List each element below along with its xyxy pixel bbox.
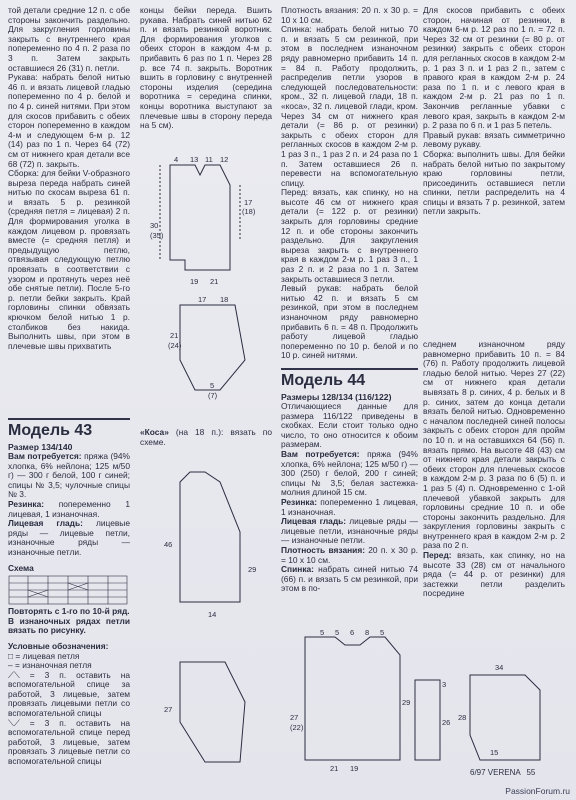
purl-note: В изнаночных рядах петли вязать по рисунку. [8,615,130,636]
front-label: Перед: [423,550,452,561]
legend-text: = 3 п. оставить на вспомогательной спице за работой, 3 лицевые, затем провязать лицевыми петли со вспомогательной спицы [8,669,130,719]
paragraph-back: Спинка: набрать белой нитью 70 п. и вязать 5 см резинкой, при этом в последнем изнаночном ряду равномерно прибавить 14 п. = 84 п. Работу продолжить, распределив петли узоров в следующей последовательности: кром., 32 п. лицевой глади, 18 п. «коса», 32 п. лицевой глади, кром. Через 34 см от нижнего края детали (= 86 р. от резинки) закрыть с обеих сторон для регланных скосов в каждом 2-м р. 1 раз 3 п., 1 раз 2 п. и 24 раза по 1 п. Затем оставшиеся 26 п. перевести на вспомогательную спицу. [281,24,418,188]
dim-label: 8 [365,628,370,637]
stockinette-text: лицевые ряды — лицевые петли, изнаночные ряды — изнаночные петли. [8,518,130,557]
dim-label: 15 [490,748,499,757]
model-43-size: Размер 134/140 [8,442,73,452]
dim-label: 26 [442,718,451,727]
dim-label: 19 [190,277,199,286]
column-2-text [140,6,272,131]
dim-label: 6 [350,628,355,637]
need-text: пряжа (94% хлопка, 6% нейлона; 125 м/50 г) — 300 (250) г белой, 200 г синей; спицы № 3,5; белая застежка-молния длиной 15 см. [281,448,418,498]
dim-label: 13 [190,155,199,164]
paragraph-left-sleeve: Левый рукав: набрать белой нитью 42 п. и вязать 5 см резинкой, при этом в последнем изнаночном ряду равномерно прибавить 6 п. = 48 п. Продолжить работу лицевой гладью попеременно по 10 р. белой и по 10 р. синей нитями. [281,283,418,361]
need-text: пряжа (94% хлопка, 6% нейлона; 125 м/50 г) — 300 г белой, 100 г синей; спицы № 3,5; чулочные спицы № 3. [8,451,130,500]
back-label: Спинка: [281,564,314,575]
dim-label: 27 [164,705,173,714]
dim-label: 11 [205,155,213,164]
model-44-size: Размеры 128/134 (116/122) [281,392,392,402]
dim-label: 17 [244,198,253,207]
legend-item [8,671,130,719]
model-43-cont [140,428,272,447]
page-number: 55 [526,768,536,777]
dim-label: 29 [248,565,257,574]
paragraph-collar: концы бейки переда. Вшить рукава. Набрать синей нитью 62 п. и вязать резинкой воротник. Для формирования уголков с обеих сторон в каждом 4-м р. прибавить 6 раз по 1 п. Через 28 р. все 74 п. закрыть. Воротник вшить в горловину с внутренней стороны изделия (середина воротника = середина спинки, концы воротника выступают за плечевые швы в сторону переда на 5 см). [140,5,272,131]
paragraph-right-sleeve: Правый рукав: вязать симметрично левому рукаву. [423,129,565,150]
dim-label: 14 [208,610,217,619]
dim-label: (18) [242,207,256,216]
cable-front-icon: ⟍⟋ [8,717,30,728]
intro-text: Отличающиеся данные для размера 116/122 приведены в скобках. Если стоит только одно число, то оно относится к обоим размерам. [281,401,418,450]
knit-symbol-icon: □ [8,650,16,661]
paragraph-front: Перед: вязать, как спинку, но на высоте 46 см от нижнего края детали (= 122 р. от резинки) закрыть для горловины средние 12 п. и обе стороны закончить раздельно. Для закругления выреза закрыть с внутреннего края в каждом 2-м р. 1 раз 3 п., 1 раз 2 п. и 2 раза по 1 п. Затем закрыть оставшиеся 3 петли. [281,187,418,284]
divider-line [8,418,130,420]
model-44-section [281,372,418,594]
model-44-cont [423,340,565,599]
density-label: Плотность вязания: [281,544,365,555]
cable-text: (на 18 п.): вязать по схеме. [140,427,272,447]
column-3-text [281,6,418,361]
dim-label: 30 [150,221,159,230]
dim-label: 21 [210,277,219,286]
dim-label: 28 [458,713,467,722]
rib-label: Резинка: [281,496,318,507]
stockinette-text: лицевые ряды — лицевые петли, изнаночные ряды — изнаночные петли. [281,516,418,546]
dim-label: (35) [150,231,164,240]
paragraph-assembly: Сборка: для бейки V-образного выреза переда набрать синей нитью по скосам выреза 61 п. и вязать 5 р. резинкой (средняя петля = лицевая) 2 п. Для формирования уголка в каждом лицевом р. провязать вместе (= средняя петля) и предыдущую петлю, отвязывая следующую петлю провязать в соответствии с узором и протянуть через неё обе снятые петли). После 5-го р. петли бейки закрыть. Край горловины спинки обвязать крючком белой нитью 1 р. столбиков без накида. Выполнить швы, при этом в плечевые швы прихватить [8,168,130,351]
legend-text: = лицевая петля [15,650,80,661]
back-text: набрать синей нитью 74 (66) п. и вязать 5 см резинкой, при этом в по- [281,564,419,594]
cable-back-icon: ⟋⟍ [8,669,30,680]
density-text: 20 п. x 30 р. = 10 x 10 см. [281,544,418,565]
dim-label: 21 [330,764,339,773]
dim-label: (22) [290,723,304,732]
issue-label: 6/97 VERENA [470,768,521,777]
legend-title: Условные обозначения: [8,640,109,651]
paragraph-assembly-2: Сборка: выполнить швы. Для бейки набрать белой нитью по закрытому краю горловины петли, присоединить оставшиеся петли спинки, петли распределить на 4 спицы и вязать 7 р. резинкой, затем петли закрыть. [423,148,565,217]
need-label: Вам потребуется: [8,451,82,461]
divider-line [281,368,418,370]
paragraph-sleeve-shaping: Для скосов прибавить с обеих сторон, начиная от резинки, в каждом 6-м р. 12 раз по 1 п. = 72 п. Через 32 см от резинки (= 80 р. от резинки) закрыть с обеих сторон для регланных скосов в каждом 2-м р. 1 раз 3 п. и 1 раз 2 п., затем с правого края в каждом 2-м р. 24 раза по 1 п. и с левого края в каждом 2-м р. 21 раз по 1 п. Закончив регланные убавки с левого края, закрыть в каждом 2-м р. 2 раза по 6 п. и 1 раз 5 петель. [423,5,565,131]
paragraph-sleeves: Рукава: набрать белой нитью 46 п. и вязать лицевой гладью попеременно по 4 р. белой и по 4 р. синей нитями. При этом для скосов прибавить с обеих сторон попеременно в каждом 4-м и следующем 6-м р. 12 (14) раз по 1 п. Через 64 (72) см от нижнего края детали все 68 (72) п. закрыть. [8,72,130,169]
legend-text: = 3 п. оставить на вспомогательной спице перед работой, 3 лицевые, затем провязать 3 лицевые петли со вспомогательной спицы [8,717,130,767]
dim-label: 21 [170,331,179,340]
dim-label: 29 [402,698,411,707]
cable-chart [8,575,128,605]
dim-label: 46 [164,540,173,549]
dim-label: 4 [174,155,179,164]
front-text: вязать, как спинку, но на высоте 33 (28) см от начального ряда (= 44 р. от резинки) для застежки петли разделить посредине [423,550,566,599]
dim-label: 27 [290,713,299,722]
dim-label: 5 [380,628,385,637]
dim-label: 12 [220,155,229,164]
need-label: Вам потребуется: [281,448,360,459]
dim-label: 3 [442,680,447,689]
scheme-label: Схема [8,562,34,573]
paragraph-density: Плотность вязания: 20 п. x 30 р. = 10 x 10 см. [281,5,418,25]
model-43-section [8,422,130,767]
dim-label: 34 [495,663,504,672]
repeat-note: Повторять с 1-го по 10-й ряд. [8,606,130,617]
page-footer [470,768,535,777]
model-43-title: Модель 43 [8,422,93,439]
dim-label: 5 [320,628,325,637]
column-4-text [423,6,565,217]
dim-label: 5 [210,381,215,390]
dim-label: 19 [350,764,359,773]
rib-text: попеременно 1 лицевая, 1 изнаночная. [8,498,131,519]
pattern-diagram-body [150,462,270,782]
dim-label: 18 [220,295,229,304]
watermark: PassionForum.ru [505,786,570,796]
dim-label: 17 [198,295,207,304]
dim-label: (7) [208,391,218,400]
pattern-diagram-model-44 [290,625,560,775]
stockinette-label: Лицевая гладь: [8,518,83,529]
rib-label: Резинка: [8,498,45,509]
rib-text: попеременно 1 лицевая, 1 изнаночная. [281,496,418,517]
dim-label: 5 [335,628,340,637]
model-44-title: Модель 44 [281,372,366,389]
paragraph-front-finish: той детали средние 12 п. с обе стороны закончить раздельно. Для закругления горловины закрыть с внутреннего края попеременно по 4 п. 2 раза по 3 п. Затем закрыть оставшиеся 26 (31) п. петли. [8,5,130,73]
cable-label: «Коса» [140,427,169,437]
dim-label: (24) [168,341,182,350]
pattern-diagram-front-sleeve [150,150,270,400]
legend-item [8,719,130,767]
legend-text: = изнаночная петля [15,660,92,671]
stockinette-label: Лицевая гладь: [281,516,347,527]
back-continued: следнем изнаночном ряду равномерно прибавить 10 п. = 84 (76) п. Работу продолжить лицевой гладью белой нитью. Через 27 (22) см от нижнего края детали вывязать 8 р. синих, 4 р. белых и 8 р. синих, затем до конца детали вязать белой нитью. Одновременно с началом последней синей полосы закрыть с обеих сторон для пройм по 10 п. и на оставшихся 64 (56) п. вязать прямо. На высоте 48 (43) см от нижнего края детали закрыть с обеих сторон для плечевых скосов в каждом 2-м р. 3 раза по 6 (5) п. и 1 раз 5 (4) п. Одновременно с 1-ой плечевой убавкой закрыть для горловины средние 10 п. и обе стороны закончить раздельно. Для закругления горловины закрыть с внутреннего края в каждом 2-м р. 2 раза по 2 п. [423,339,565,551]
purl-symbol-icon: – [8,660,15,671]
column-1-text [8,6,130,351]
